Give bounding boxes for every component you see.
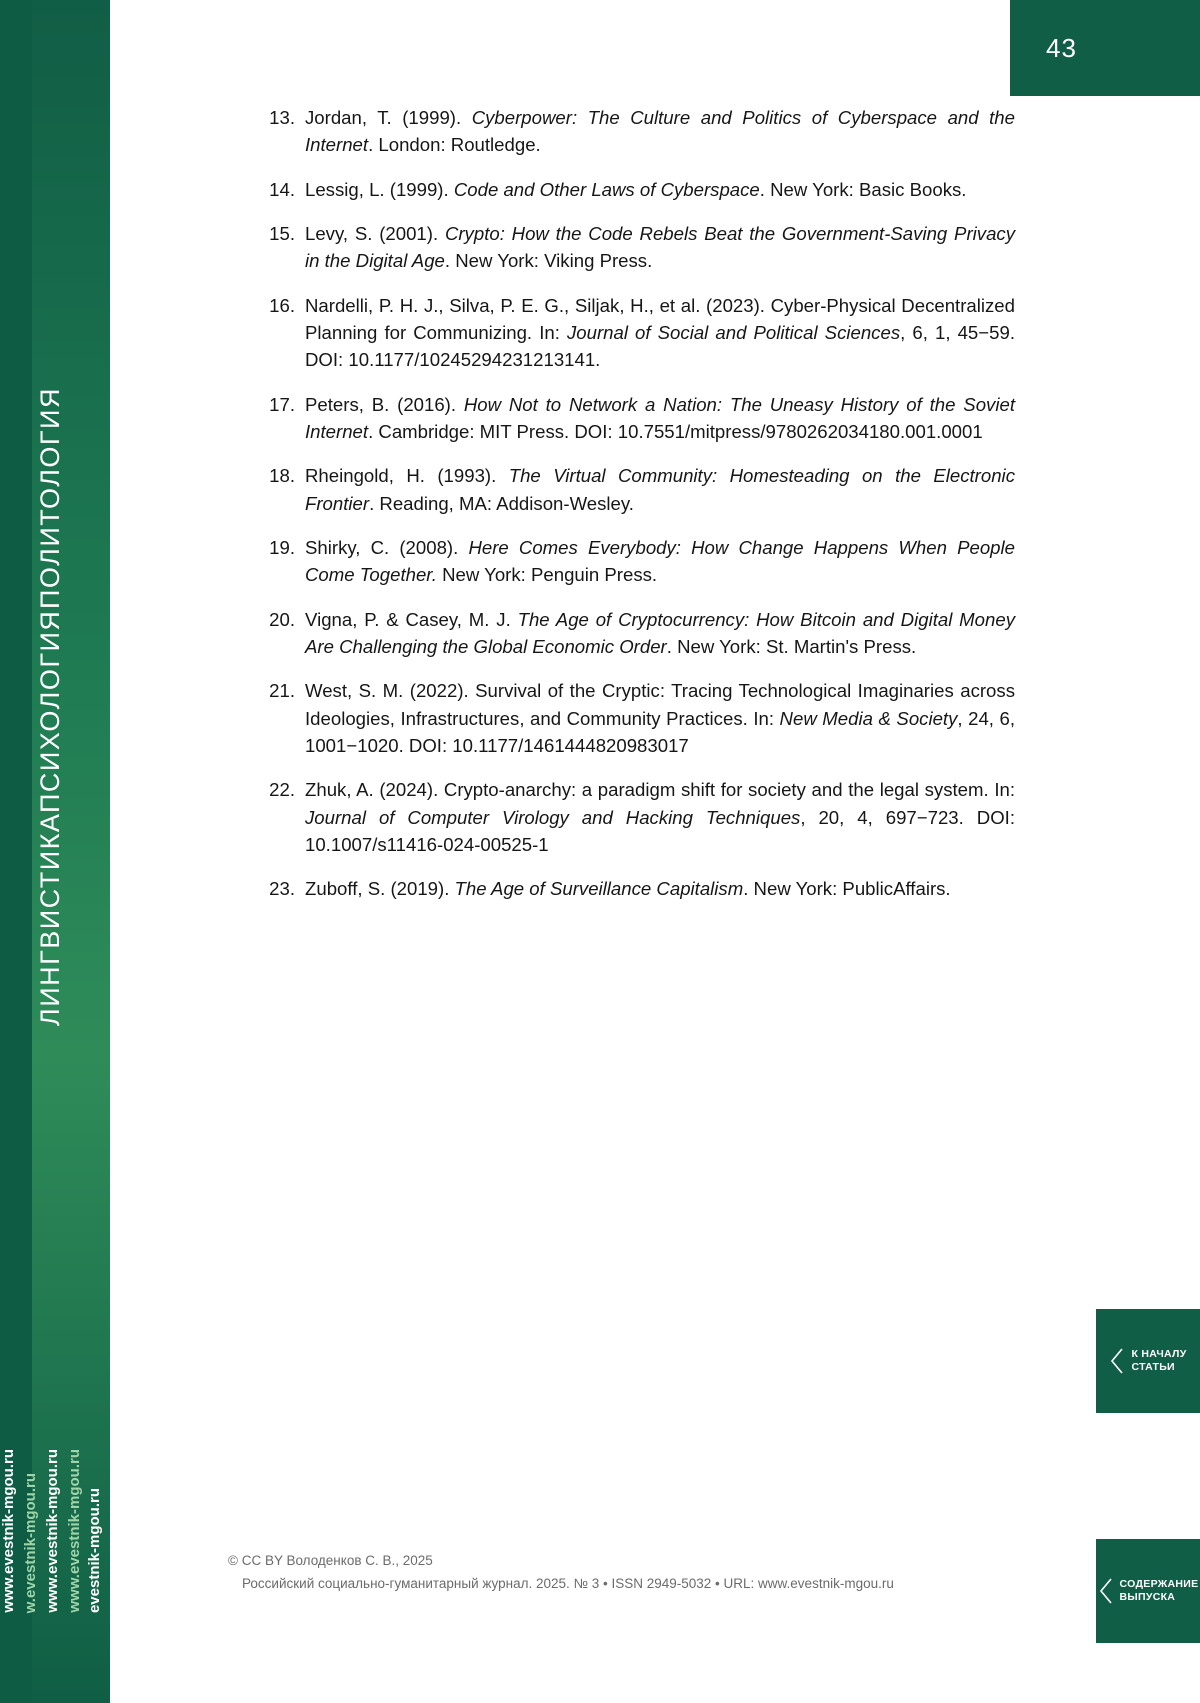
reference-text: Peters, B. (2016). How Not to Network a Nation: The Uneasy History of the Soviet Internet. Cambridge: MIT Press. DOI: 10.7551/mitpress/9780262034180.001.0001 [305,393,1015,442]
issue-contents-label: СОДЕРЖАНИЕ ВЫПУСКА [1119,1578,1199,1603]
reference-item [255,776,1015,858]
chevron-left-icon [1109,1347,1125,1375]
sidebar-url-2: w.evestnik-mgou.ru [22,1472,39,1613]
reference-text: Zuboff, S. (2019). The Age of Surveillance Capitalism. New York: PublicAffairs. [305,878,951,900]
issue-contents-button[interactable] [1096,1539,1200,1643]
reference-number: 20. [269,608,295,630]
reference-item [255,176,1015,203]
reference-item [255,462,1015,517]
reference-number: 18. [269,465,295,487]
reference-text: Vigna, P. & Casey, M. J. The Age of Cryptocurrency: How Bitcoin and Digital Money Are Challenging the Global Economic Order. New York: St. Martin's Press. [305,608,1015,657]
references-section [255,104,1015,920]
sidebar-url-4: www.evestnik-mgou.ru [66,1449,83,1613]
vertical-section-titles [32,0,110,1030]
reference-item [255,534,1015,589]
reference-text: Rheingold, H. (1993). The Virtual Community: Homesteading on the Electronic Frontier. Reading, MA: Addison-Wesley. [305,465,1015,514]
reference-item [255,391,1015,446]
reference-number: 14. [269,178,295,200]
reference-number: 17. [269,393,295,415]
reference-item [255,606,1015,661]
vertical-title-linguistics: ЛИНГВИСТИКА [35,812,65,1026]
footer-copyright: © CC BY Володенков С. В., 2025 [228,1553,433,1568]
reference-item [255,677,1015,759]
sidebar-url-3: www.evestnik-mgou.ru [44,1449,61,1613]
references-list [255,104,1015,903]
reference-item [255,220,1015,275]
reference-text: Nardelli, P. H. J., Silva, P. E. G., Siljak, H., et al. (2023). Cyber-Physical Decentralized Planning for Communizing. In: Journal of Social and Political Sciences, 6, 1, 45−59. DOI: 10.1177/10245294231213141. [305,294,1015,371]
reference-number: 16. [269,294,295,316]
page-footer [228,1553,1028,1591]
sidebar-url-5: evestnik-mgou.ru [86,1487,103,1613]
reference-text: West, S. M. (2022). Survival of the Cryptic: Tracing Technological Imaginaries across Ideologies, Infrastructures, and Community Practices. In: New Media & Society, 24, 6, 1001−1020. DOI: 10.1177/1461444820983017 [305,680,1015,756]
reference-number: 23. [269,878,295,900]
reference-number: 19. [269,536,295,558]
reference-number: 22. [269,779,295,801]
page-number: 43 [1046,32,1077,63]
go-to-article-start-label: К НАЧАЛУ СТАТЬИ [1131,1348,1187,1373]
reference-item [255,292,1015,374]
page-number-badge [1010,0,1200,96]
reference-text: Zhuk, A. (2024). Crypto-anarchy: a paradigm shift for society and the legal system. In: Journal of Computer Virology and Hacking Techniques, 20, 4, 697−723. DOI: 10.1007/s11416-024-00525-1 [305,779,1015,855]
reference-number: 15. [269,222,295,244]
sidebar-url-1: www.evestnik-mgou.ru [0,1449,17,1613]
reference-text: Lessig, L. (1999). Code and Other Laws of Cyberspace. New York: Basic Books. [305,178,967,200]
reference-text: Jordan, T. (1999). Cyberpower: The Culture and Politics of Cyberspace and the Internet. London: Routledge. [305,107,1015,156]
chevron-left-icon [1098,1577,1114,1605]
reference-item [255,875,1015,902]
vertical-title-politology: ПОЛИТОЛОГИЯ [35,387,65,610]
reference-text: Levy, S. (2001). Crypto: How the Code Rebels Beat the Government-Saving Privacy in the Digital Age. New York: Viking Press. [305,222,1016,272]
go-to-article-start-button[interactable] [1096,1309,1200,1413]
reference-number: 13. [269,107,295,128]
reference-number: 21. [269,680,295,702]
reference-text: Shirky, C. (2008). Here Comes Everybody: How Change Happens When People Come Together. New York: Penguin Press. [305,536,1015,586]
footer-journal-info: Российский социально-гуманитарный журнал. 2025. № 3 • ISSN 2949-5032 • URL: www.evestnik-mgou.ru [242,1576,894,1591]
sidebar-url-watermarks [0,1093,128,1613]
reference-item [255,104,1015,159]
vertical-title-psychology: ПСИХОЛОГИЯ [35,609,65,813]
